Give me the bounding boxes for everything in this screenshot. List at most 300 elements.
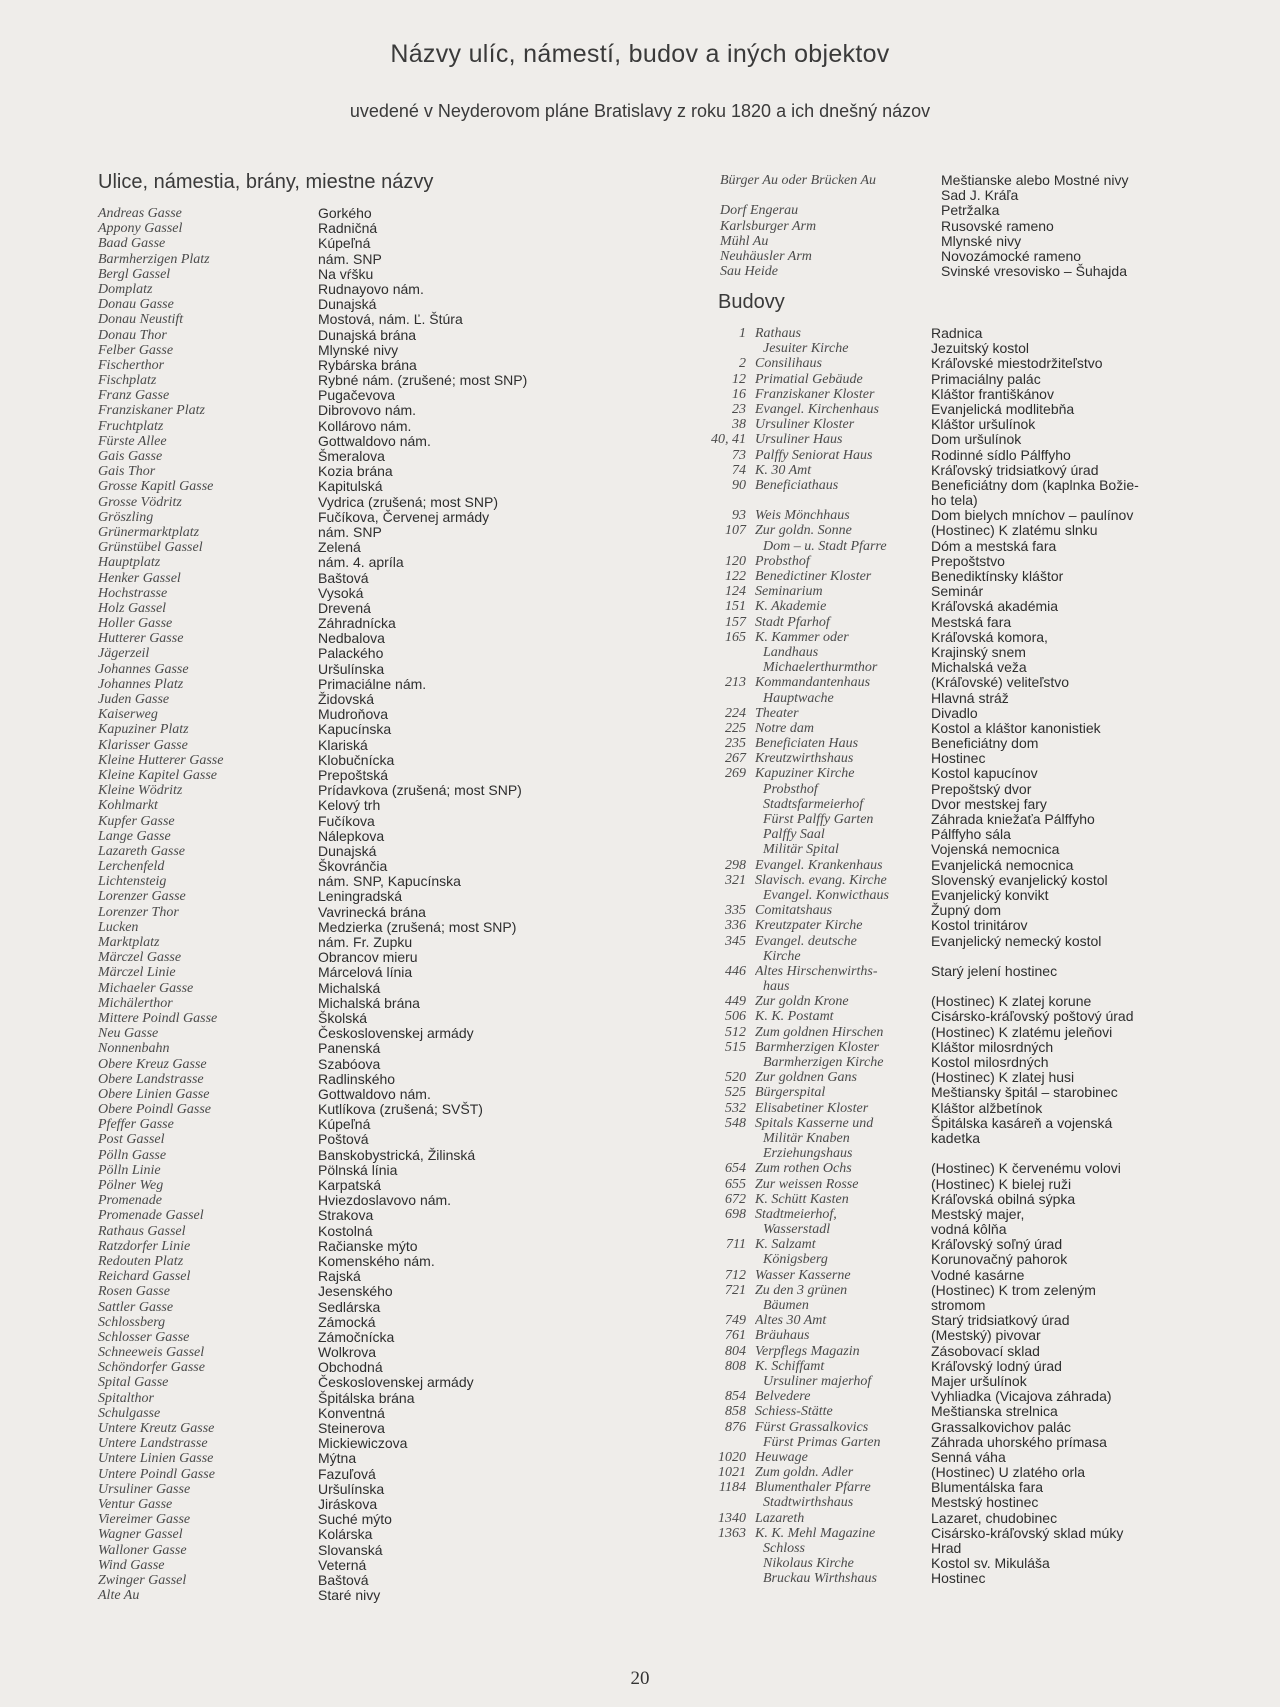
slovak-name: Kráľovský tridsiatkový úrad [931,461,1099,478]
building-number: 298 [725,857,746,873]
streets-row [98,236,527,251]
slovak-name: Leningradská [318,888,403,905]
german-name: Schneeweis Gassel [98,1345,205,1361]
streets-row [98,1072,527,1087]
streets-row [98,1163,527,1178]
building-number: 655 [725,1176,746,1192]
german-name: Kreutzpater Kirche [755,918,863,934]
buildings-row [700,1101,1139,1116]
page-subtitle: uvedené v Neyderovom pláne Bratislavy z roku 1820 a ich dnešný názov [349,101,931,121]
streets-row [98,1087,527,1102]
german-name: Kapuziner Kirche [755,766,855,782]
streets-row [98,859,527,874]
streets-row [98,571,527,586]
german-name: Klarisser Gasse [98,737,188,753]
slovak-name: Cisársko-kráľovský sklad múky [931,1524,1124,1541]
streets-row [98,419,527,434]
german-name: Karlsburger Arm [720,218,817,234]
slovak-name: Fučíkova, Červenej armády [318,508,490,525]
german-name: Rathaus Gassel [98,1223,186,1239]
buildings-row [700,888,1139,903]
building-number: 23 [732,401,746,417]
slovak-name: Kozia brána [318,463,393,480]
german-name: Zur goldn. Sonne [755,523,852,539]
german-name: Bruckau Wirthshaus [763,1571,877,1587]
german-name: Evangel. deutsche [755,933,857,949]
slovak-name: Starý tridsiatkový úrad [931,1312,1070,1329]
german-name: Bürger Au oder Brücken Au [720,173,877,188]
building-number: 73 [732,447,746,463]
buildings-row [700,599,1139,614]
slovak-name: Kolárska [318,1526,373,1543]
streets-row [98,646,527,661]
buildings-row [700,1252,1139,1267]
german-name: Militär Spital [763,842,839,858]
german-name [720,188,941,203]
buildings-row [700,326,1139,341]
german-name: Franziskaner Platz [98,403,205,419]
slovak-name: Záhrada kniežaťa Pálffyho [931,811,1095,827]
german-name: Lerchenfeld [98,859,165,875]
german-name: Fürst Palffy Garten [763,812,874,827]
slovak-name: (Hostinec) K trom zeleným [931,1281,1096,1298]
slovak-name: Rajská [318,1268,361,1285]
building-number: 224 [725,705,746,721]
german-name: Lichtensteig [98,874,167,890]
german-name: Kapuziner Platz [98,722,189,738]
streets-row [98,1132,527,1147]
slovak-name: Divadlo [931,704,978,721]
german-name: K. Kammer oder [755,629,849,645]
buildings-row [700,448,1139,463]
building-number: 124 [725,584,746,600]
buildings-row [700,417,1139,432]
streets-row [98,388,527,403]
building-number: 12 [732,371,746,387]
buildings-row [700,1192,1139,1207]
streets-row [98,798,527,813]
german-name: Ursuliner Gasse [98,1481,191,1497]
buildings-row [700,630,1139,645]
slovak-name: (Hostinec) K zlatej husi [931,1069,1075,1086]
german-name: Ursuliner Haus [755,432,843,448]
streets-row [98,252,527,267]
german-name: Walloner Gasse [98,1542,187,1558]
buildings-list [700,326,1139,1587]
slovak-name: Mudroňova [318,706,389,723]
slovak-name: Drevená [318,599,371,616]
german-name: Heuwage [755,1449,808,1465]
streets-row [98,1178,527,1193]
slovak-name: Meštianska strelnica [931,1403,1058,1420]
streets-row [98,738,527,753]
german-name: Nonnenbahn [98,1041,170,1057]
german-name: Johannes Gasse [98,661,189,677]
slovak-name: Mestský hostinec [931,1494,1039,1511]
building-number [700,341,755,356]
german-name: Holler Gasse [98,616,173,632]
streets-row [98,753,527,768]
german-name: Ursuliner Kloster [755,417,855,433]
streets-row [98,768,527,783]
slovak-name: Kutlíkova (zrušená; SVŠT) [318,1101,483,1118]
slovak-name: Banskobystrická, Žilinská [318,1146,476,1163]
building-number: 321 [725,872,746,888]
german-name: Spitalthor [98,1390,155,1406]
buildings-row [700,1389,1139,1404]
german-name: Barmherzigen Platz [98,251,210,267]
slovak-name: Prepoštstvo [931,552,1005,569]
slovak-name: Staré nivy [318,1587,381,1604]
building-number: 515 [725,1039,746,1055]
german-name: Grosse Kapitl Gasse [98,479,214,495]
german-name: Stadtmeierhof, [755,1206,837,1222]
slovak-name: Kostol kapucínov [931,765,1038,782]
slovak-name: Slovenský evanjelický kostol [931,871,1108,888]
slovak-name: Michalská [318,979,381,996]
slovak-name: Kláštor milosrdných [931,1038,1054,1055]
slovak-name: nám. Fr. Zupku [318,934,413,950]
building-number [700,1222,755,1237]
german-name: Primatial Gebäude [755,371,863,387]
slovak-name: Rudnayovo nám. [318,280,424,297]
buildings-row [700,736,1139,751]
meadows-row [720,203,1129,218]
slovak-name: Pölnská línia [318,1161,398,1178]
german-name: K. Akademie [755,599,827,615]
buildings-row [700,493,1139,508]
slovak-name: nám. 4. apríla [318,554,404,571]
buildings-row [700,918,1139,933]
german-name: Seminarium [755,584,823,600]
german-name: Palffy Seniorat Haus [755,447,873,463]
buildings-row [700,1495,1139,1510]
streets-row [98,905,527,920]
slovak-name: Zásobovací sklad [931,1342,1040,1359]
buildings-row [700,812,1139,827]
slovak-name: Hlavná stráž [931,689,1009,706]
german-name: Viereimer Gasse [98,1512,191,1528]
building-number: 749 [725,1313,746,1329]
german-name: Weis Mönchhaus [755,508,850,524]
slovak-name: Svinské vresovisko – Šuhajda [941,263,1127,280]
slovak-name: Strakova [318,1207,374,1224]
german-name: Neuhäusler Arm [720,248,812,264]
german-name: Bäumen [763,1298,809,1313]
german-name: Gais Gasse [98,449,163,464]
building-number: 548 [725,1115,746,1131]
streets-row [98,889,527,904]
slovak-name: Panenská [318,1040,381,1057]
german-name: K. Schiffamt [755,1358,825,1374]
slovak-name: Kostol trinitárov [931,917,1028,934]
streets-row [98,555,527,570]
slovak-name: Zámočnícka [318,1328,395,1345]
buildings-row [700,402,1139,417]
slovak-name: (Hostinec) K zlatému slnku [931,522,1098,539]
building-number [700,842,755,857]
buildings-row [700,584,1139,599]
slovak-name: Grassalkovichov palác [931,1418,1072,1435]
slovak-name: nám. SNP [318,523,382,540]
slovak-name: Rybárska brána [318,356,417,373]
slovak-name: Kostol milosrdných [931,1054,1049,1070]
building-number: 74 [732,462,746,478]
german-name: Fischplatz [98,373,157,389]
streets-row [98,1117,527,1132]
german-name: Franziskaner Kloster [755,386,875,402]
slovak-name: Vydrica (zrušená; most SNP) [318,493,498,510]
slovak-name: Hrad [931,1540,962,1556]
building-number: 235 [725,736,746,752]
building-number: 345 [725,933,746,949]
slovak-name: Kráľovská komora, [931,628,1048,645]
slovak-name: Kostolná [318,1222,373,1239]
slovak-name: Fučíkova [318,812,375,829]
buildings-row [700,1571,1139,1586]
page-number: 20 [630,1668,650,1689]
german-name: Obere Kreuz Gasse [98,1056,207,1072]
streets-row [98,1391,527,1406]
german-name: Johannes Platz [98,676,184,692]
building-number: 40, 41 [711,432,746,448]
streets-row [98,1041,527,1056]
german-name: Lorenzer Thor [98,904,179,920]
building-number: 532 [725,1100,746,1116]
german-name: Rosen Gasse [98,1284,170,1300]
german-name: K. Salzamt [755,1237,816,1253]
building-number: 1363 [718,1525,746,1541]
streets-row [98,297,527,312]
german-name: Spitals Kasserne und [755,1115,874,1131]
streets-row [98,1543,527,1558]
german-name: Lazareth Gasse [98,843,185,859]
german-name: Domplatz [98,281,153,297]
slovak-name: Starý jelení hostinec [931,962,1058,979]
building-number: 506 [725,1009,746,1025]
german-name: Kreutzwirthshaus [755,751,854,767]
german-name: Sau Heide [720,264,778,280]
german-name: Neu Gasse [98,1026,159,1042]
building-number: 525 [725,1085,746,1101]
german-name: Donau Gasse [98,297,174,313]
german-name: Barmherzigen Kloster [755,1039,880,1055]
buildings-row [700,1177,1139,1192]
buildings-row [700,1541,1139,1556]
german-name: Mittere Poindl Gasse [98,1010,218,1026]
buildings-row [700,1313,1139,1328]
slovak-name: Jiráskova [318,1495,378,1512]
streets-row [98,464,527,479]
german-name: Juden Gasse [98,692,170,707]
building-number [700,1435,755,1450]
streets-row [98,1208,527,1223]
buildings-row [700,1116,1139,1131]
german-name: K. Schütt Kasten [755,1191,849,1207]
slovak-name: Beneficiátny dom [931,735,1039,752]
buildings-row [700,1207,1139,1222]
german-name: Mühl Au [720,233,769,249]
slovak-name: Mestský majer, [931,1205,1025,1222]
german-name: Baad Gasse [98,236,166,252]
building-number [700,827,755,842]
building-number: 721 [725,1282,746,1298]
building-number: 157 [725,614,746,630]
page-title: Názvy ulíc, námestí, budov a iných objektov [390,40,890,68]
streets-row [98,1527,527,1542]
slovak-name: Michalská brána [318,994,420,1011]
german-name: Ursuliner majerhof [763,1373,872,1389]
meadows-list [720,173,1129,279]
building-number: 808 [725,1358,746,1374]
building-number: 1340 [718,1510,746,1526]
german-name: Schlosser Gasse [98,1329,190,1345]
streets-row [98,707,527,722]
slovak-name: Na vŕšku [318,265,374,282]
german-name: Schulgasse [98,1405,161,1421]
meadows-row [720,264,1129,279]
german-name: Schiess-Stätte [755,1404,833,1420]
building-number: 1021 [718,1465,746,1481]
german-name: Grünermarktplatz [98,524,200,540]
streets-row [98,312,527,327]
german-name: Landhaus [763,644,819,660]
german-name: Lazareth [755,1510,805,1526]
slovak-name: Kollárovo nám. [318,417,412,434]
buildings-heading: Budovy [718,291,785,313]
buildings-row [700,372,1139,387]
german-name: Fürst Primas Garten [763,1434,881,1450]
slovak-name: Evanjelický konvikt [931,886,1049,903]
slovak-name: Meštianske alebo Mostné nivy [941,172,1129,188]
meadows-row [720,234,1129,249]
streets-row [98,1512,527,1527]
german-name: Pfeffer Gasse [98,1117,174,1133]
building-number: 876 [725,1419,746,1435]
german-name: Nikolaus Kirche [763,1556,854,1572]
slovak-name: Suché mýto [318,1511,392,1528]
buildings-row [700,523,1139,538]
building-number [700,1495,755,1510]
german-name: Altes 30 Amt [755,1313,827,1329]
german-name: Dom – u. Stadt Pfarre [763,538,887,554]
slovak-name: Prepoštský dvor [931,780,1032,797]
buildings-row [700,1344,1139,1359]
german-name: Fischerthor [98,357,165,373]
slovak-name: Senná váha [931,1448,1006,1465]
german-name: Pölln Linie [98,1162,161,1178]
building-number [700,1556,755,1571]
streets-row [98,950,527,965]
slovak-name: Radnica [931,325,983,341]
streets-row [98,1573,527,1588]
buildings-row [700,341,1139,356]
building-number [700,979,755,994]
slovak-name: Evanjelická nemocnica [931,856,1074,873]
german-name: Kleine Hutterer Gasse [98,752,224,768]
slovak-name: Gottwaldovo nám. [318,432,431,449]
streets-row [98,935,527,950]
slovak-name: Karpatská [318,1177,382,1193]
slovak-name: Michalská veža [931,659,1027,676]
slovak-name: Dibrovovo nám. [318,402,417,419]
german-name: Stadt Pfarhof [755,614,830,630]
german-name: Zur goldnen Gans [755,1070,857,1086]
slovak-name: stromom [931,1297,986,1313]
slovak-name: Obchodná [318,1359,383,1376]
streets-row [98,586,527,601]
building-number: 93 [732,508,746,524]
building-number: 712 [725,1267,746,1283]
buildings-row [700,751,1139,766]
buildings-row [700,1283,1139,1298]
streets-row [98,1239,527,1254]
german-name: Belvedere [755,1389,811,1405]
building-number: 1 [739,326,746,341]
slovak-name: Komenského nám. [318,1252,435,1269]
german-name: Altes Hirschenwirths- [755,963,878,979]
buildings-row [700,1359,1139,1374]
german-name: Pölln Gasse [98,1147,167,1163]
german-name: Theater [755,705,799,721]
building-number [700,782,755,797]
streets-row [98,449,527,464]
building-number: 1184 [719,1480,746,1496]
slovak-name: Gorkého [318,205,372,221]
german-name: Elisabetiner Kloster [755,1100,869,1116]
slovak-name: Kláštor alžbetínok [931,1099,1043,1116]
german-name: Palffy Saal [763,827,825,843]
german-name: Holz Gassel [98,600,167,616]
buildings-row [700,934,1139,949]
german-name: Militär Knaben [763,1130,850,1146]
slovak-name: Prepoštská [318,766,389,783]
slovak-name: Sad J. Kráľa [941,187,1019,204]
german-name: Kaiserweg [98,707,158,723]
german-name: Promenade [98,1193,163,1209]
slovak-name: Lazaret, chudobinec [931,1509,1058,1526]
streets-row [98,920,527,935]
building-number: 16 [732,386,746,402]
slovak-name: Steinerova [318,1420,385,1436]
slovak-name: Krajinský snem [931,643,1026,660]
slovak-name: Hviezdoslavovo nám. [318,1192,452,1209]
slovak-name: (Hostinec) K bielej ruži [931,1175,1072,1192]
german-name: Marktplatz [98,935,160,950]
german-name: Zum goldn. Adler [755,1465,854,1481]
building-number: 38 [732,417,746,433]
building-number [700,493,755,508]
buildings-row [700,903,1139,918]
slovak-name: Šmeralova [318,448,385,464]
streets-row [98,1482,527,1497]
buildings-row [700,1511,1139,1526]
german-name: Kleine Kapitel Gasse [98,767,217,783]
german-name: Hochstrasse [98,585,168,601]
meadows-row [720,173,1129,188]
slovak-name: (Kráľovské) veliteľstvo [931,674,1070,691]
building-number [700,645,755,660]
slovak-name: Kráľovský lodný úrad [931,1357,1062,1374]
buildings-row [700,1085,1139,1100]
buildings-row [700,1222,1139,1237]
german-name: Hutterer Gasse [98,631,184,647]
building-number: 804 [725,1343,746,1359]
slovak-name: Pugačevova [318,387,396,404]
streets-row [98,874,527,889]
building-number: 2 [739,356,746,372]
buildings-row [700,432,1139,447]
